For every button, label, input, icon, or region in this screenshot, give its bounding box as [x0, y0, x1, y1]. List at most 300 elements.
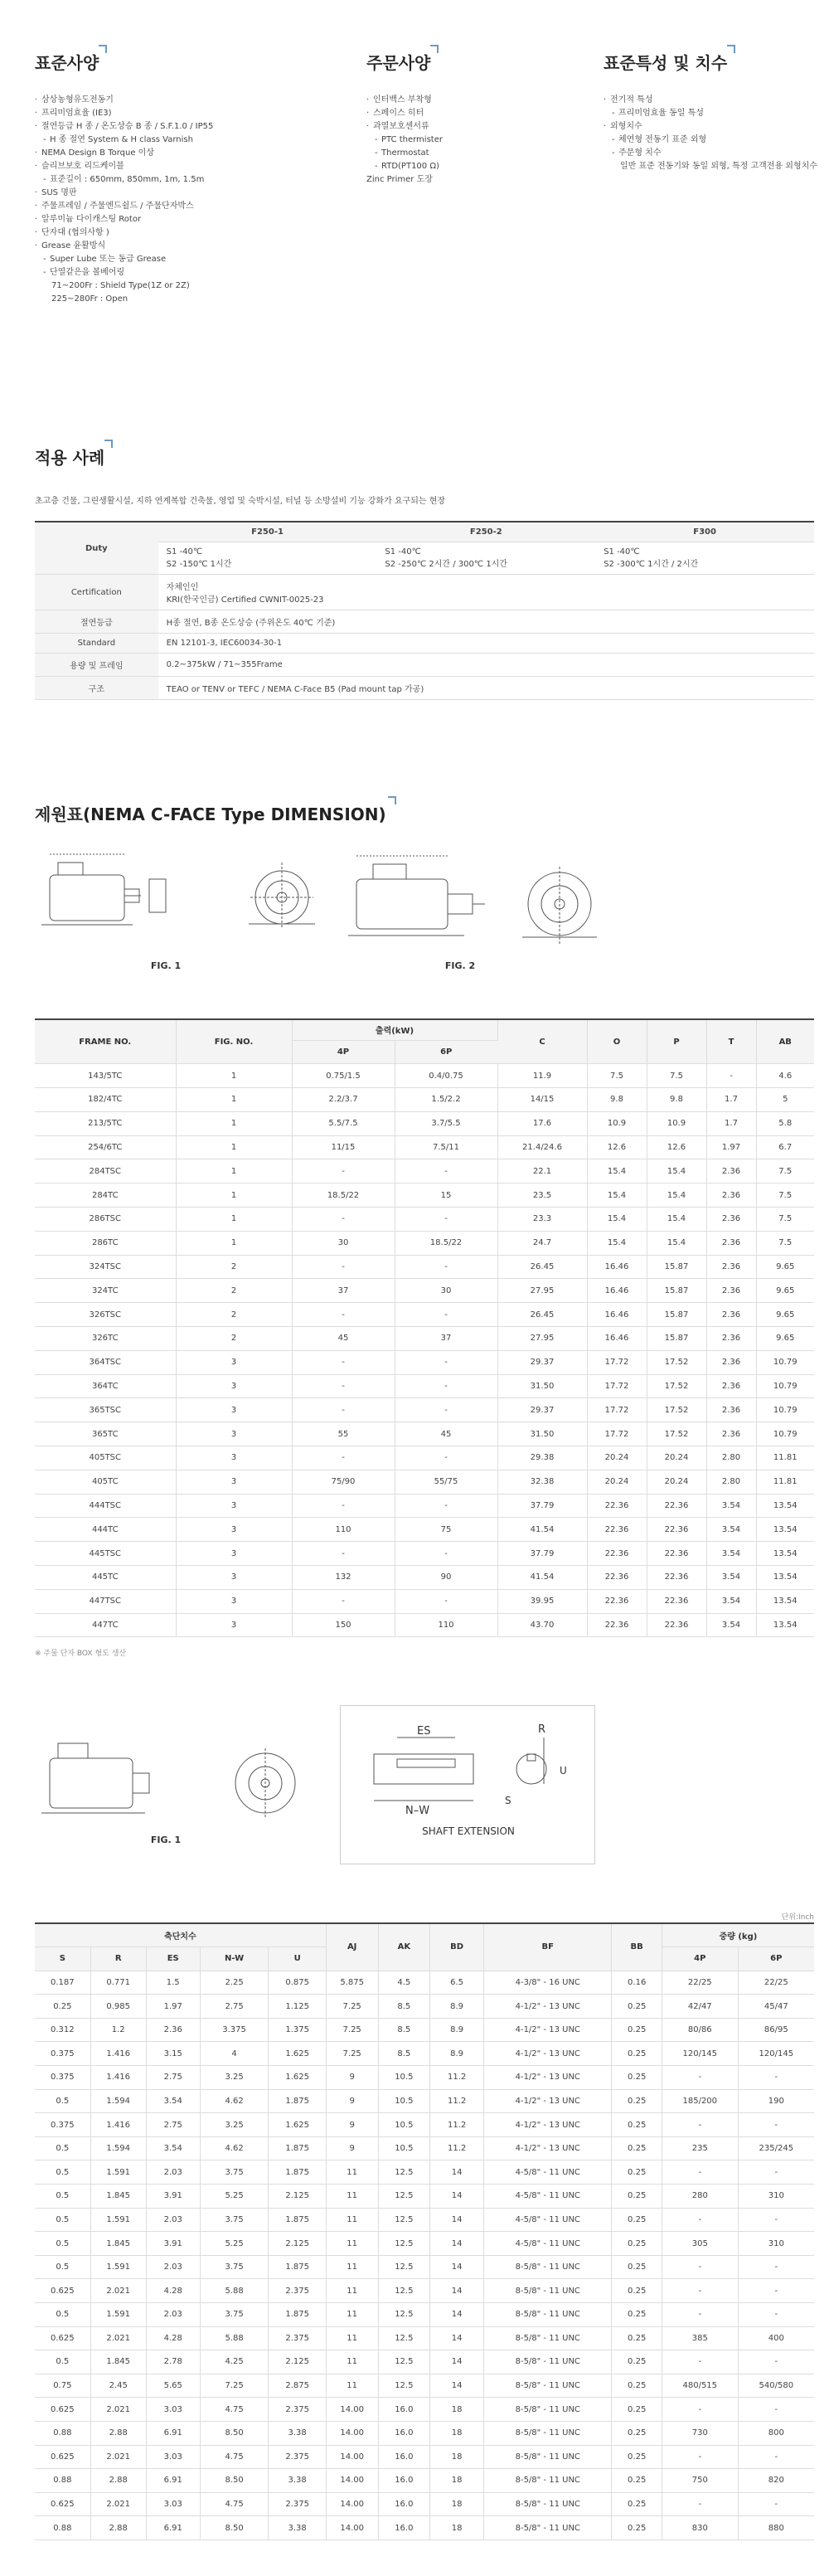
dimension-cell-o: 22.36	[587, 1542, 647, 1566]
shaft-cell-nw: 8.50	[200, 2469, 269, 2493]
dimension-cell-6p: -	[395, 1159, 497, 1184]
dimension-cell-p: 9.8	[647, 1088, 706, 1112]
character-spec-title: 표준특성 및 치수	[604, 50, 727, 74]
dimension-cell-4p: -	[292, 1542, 395, 1566]
dimension-cell-o: 10.9	[587, 1111, 647, 1135]
shaft-cell-nw: 5.25	[200, 2232, 269, 2256]
shaft-cell-w4p: 750	[662, 2469, 738, 2493]
structure-label: 구조	[35, 677, 158, 700]
dimension-cell-t: 2.36	[706, 1327, 756, 1351]
shaft-row	[35, 2232, 814, 2256]
col-weight-6p: 6P	[738, 1947, 814, 1971]
shaft-fig1-label: FIG. 1	[150, 1835, 182, 1845]
shaft-cell-nw: 3.375	[200, 2018, 269, 2042]
dimension-cell-fig: 3	[176, 1446, 292, 1470]
dimension-cell-fig: 3	[176, 1350, 292, 1374]
dimension-cell-o: 17.72	[587, 1422, 647, 1446]
col-nw: N-W	[200, 1947, 269, 1971]
shaft-cell-nw: 4.75	[200, 2445, 269, 2469]
shaft-cell-u: 2.125	[269, 2350, 326, 2374]
dimension-cell-ab: 10.79	[756, 1350, 814, 1374]
shaft-cell-bd: 8.9	[430, 1995, 484, 2019]
standard-spec-item: - H 종 절연 System & H class Varnish	[35, 134, 333, 147]
col-s: S	[35, 1947, 90, 1971]
dimension-cell-frame: 213/5TC	[35, 1111, 176, 1135]
shaft-cell-aj: 9	[326, 2136, 378, 2160]
shaft-cell-s: 0.375	[35, 2042, 90, 2066]
shaft-cell-u: 2.125	[269, 2185, 326, 2209]
dimension-cell-frame: 405TC	[35, 1470, 176, 1494]
shaft-cell-ak: 16.0	[378, 2445, 430, 2469]
shaft-cell-bf: 4-3/8" - 16 UNC	[484, 1971, 612, 1995]
order-spec-item: Zinc Primer 도장	[366, 175, 433, 184]
dimension-cell-t: 2.36	[706, 1303, 756, 1327]
shaft-cell-bd: 6.5	[430, 1971, 484, 1995]
order-spec-item: - Thermostat	[366, 147, 582, 160]
shaft-cell-nw: 7.25	[200, 2374, 269, 2398]
shaft-cell-w6p: 120/145	[738, 2042, 814, 2066]
dimension-cell-t: 2.36	[706, 1398, 756, 1422]
dimension-cell-4p: 2.2/3.7	[292, 1088, 395, 1112]
dimension-cell-p: 22.36	[647, 1613, 706, 1637]
application-title: 적용 사례	[35, 445, 104, 469]
shaft-row	[35, 2042, 814, 2066]
dimension-cell-p: 22.36	[647, 1566, 706, 1590]
dimension-cell-frame: 182/4TC	[35, 1088, 176, 1112]
character-spec-list	[604, 94, 819, 173]
shaft-cell-bd: 8.9	[430, 2018, 484, 2042]
dimension-cell-o: 20.24	[587, 1446, 647, 1470]
order-spec-item: · 인터백스 부착형	[366, 94, 582, 107]
shaft-cell-bf: 8-5/8" - 11 UNC	[484, 2421, 612, 2445]
shaft-cell-w4p: -	[662, 2445, 738, 2469]
dimension-cell-frame: 444TSC	[35, 1494, 176, 1518]
dimension-cell-p: 22.36	[647, 1494, 706, 1518]
shaft-row	[35, 1995, 814, 2019]
dimension-cell-o: 15.4	[587, 1231, 647, 1255]
shaft-cell-u: 1.875	[269, 2303, 326, 2327]
col-bf: BF	[484, 1923, 612, 1971]
shaft-cell-es: 1.5	[146, 1971, 200, 1995]
dimension-cell-p: 22.36	[647, 1542, 706, 1566]
shaft-cell-es: 5.65	[146, 2374, 200, 2398]
shaft-cell-r: 2.021	[90, 2398, 146, 2422]
shaft-cell-bb: 0.25	[612, 2208, 662, 2232]
dimension-cell-fig: 2	[176, 1303, 292, 1327]
shaft-cell-w6p: 800	[738, 2421, 814, 2445]
svg-text:R: R	[538, 1723, 546, 1736]
dimension-cell-p: 17.52	[647, 1374, 706, 1398]
shaft-cell-aj: 11	[326, 2255, 378, 2279]
dimension-cell-c: 21.4/24.6	[497, 1135, 587, 1159]
dimension-cell-c: 27.95	[497, 1327, 587, 1351]
dimension-cell-t: 2.36	[706, 1279, 756, 1303]
shaft-cell-u: 1.125	[269, 1995, 326, 2019]
dimension-cell-p: 15.4	[647, 1208, 706, 1232]
shaft-cell-s: 0.5	[35, 2350, 90, 2374]
dimension-cell-fig: 3	[176, 1494, 292, 1518]
dimension-cell-4p: -	[292, 1398, 395, 1422]
shaft-cell-s: 0.5	[35, 2208, 90, 2232]
shaft-cell-nw: 3.25	[200, 2113, 269, 2137]
shaft-cell-nw: 2.25	[200, 1971, 269, 1995]
col-6p: 6P	[395, 1040, 497, 1064]
dimension-cell-6p: -	[395, 1542, 497, 1566]
shaft-cell-bb: 0.25	[612, 2042, 662, 2066]
dimension-cell-ab: 10.79	[756, 1398, 814, 1422]
shaft-cell-ak: 16.0	[378, 2469, 430, 2493]
shaft-cell-nw: 4	[200, 2042, 269, 2066]
shaft-cell-r: 2.021	[90, 2279, 146, 2303]
dimension-cell-o: 15.4	[587, 1159, 647, 1184]
shaft-cell-es: 2.75	[146, 2066, 200, 2090]
dimension-cell-p: 15.87	[647, 1279, 706, 1303]
shaft-cell-r: 1.594	[90, 2089, 146, 2113]
dimension-cell-ab: 13.54	[756, 1518, 814, 1542]
shaft-cell-bf: 4-1/2" - 13 UNC	[484, 2113, 612, 2137]
dimension-cell-fig: 3	[176, 1518, 292, 1542]
shaft-row	[35, 2279, 814, 2303]
shaft-cell-bf: 4-5/8" - 11 UNC	[484, 2160, 612, 2185]
shaft-cell-r: 1.845	[90, 2232, 146, 2256]
shaft-cell-nw: 3.75	[200, 2255, 269, 2279]
col-t: T	[706, 1019, 756, 1064]
dimension-cell-ab: 13.54	[756, 1613, 814, 1637]
shaft-cell-bb: 0.25	[612, 2089, 662, 2113]
dimension-cell-4p: -	[292, 1446, 395, 1470]
dimension-cell-p: 10.9	[647, 1111, 706, 1135]
shaft-row	[35, 2374, 814, 2398]
dimension-cell-6p: -	[395, 1350, 497, 1374]
dimension-cell-4p: -	[292, 1303, 395, 1327]
shaft-row	[35, 2326, 814, 2350]
shaft-cell-es: 3.91	[146, 2232, 200, 2256]
col-u: U	[269, 1947, 326, 1971]
dimension-cell-c: 22.1	[497, 1159, 587, 1184]
dimension-cell-ab: 7.5	[756, 1208, 814, 1232]
shaft-cell-r: 2.45	[90, 2374, 146, 2398]
duty-f300: S1 -40℃ S2 -300℃ 1시간 / 2시간	[595, 542, 814, 575]
shaft-cell-bd: 18	[430, 2492, 484, 2516]
shaft-cell-es: 3.03	[146, 2445, 200, 2469]
dimension-row	[35, 1279, 814, 1303]
shaft-cell-s: 0.5	[35, 2160, 90, 2185]
dimension-cell-o: 7.5	[587, 1064, 647, 1088]
shaft-cell-w4p: -	[662, 2160, 738, 2185]
shaft-cell-u: 1.625	[269, 2042, 326, 2066]
dimension-cell-fig: 1	[176, 1208, 292, 1232]
svg-text:U: U	[560, 1765, 567, 1776]
shaft-cell-r: 1.591	[90, 2160, 146, 2185]
dimension-cell-frame: 405TSC	[35, 1446, 176, 1470]
dimension-cell-6p: 7.5/11	[395, 1135, 497, 1159]
shaft-row	[35, 2113, 814, 2137]
shaft-cell-es: 3.03	[146, 2492, 200, 2516]
shaft-cell-w4p: 80/86	[662, 2018, 738, 2042]
dimension-cell-4p: -	[292, 1589, 395, 1613]
shaft-cell-es: 3.54	[146, 2089, 200, 2113]
shaft-cell-w6p: 22/25	[738, 1971, 814, 1995]
dimension-cell-c: 43.70	[497, 1613, 587, 1637]
dimension-cell-ab: 13.54	[756, 1542, 814, 1566]
shaft-cell-aj: 9	[326, 2066, 378, 2090]
dimension-cell-c: 32.38	[497, 1470, 587, 1494]
dimension-cell-c: 24.7	[497, 1231, 587, 1255]
shaft-cell-w4p: 830	[662, 2516, 738, 2540]
shaft-cell-aj: 11	[326, 2350, 378, 2374]
dimension-cell-6p: 30	[395, 1279, 497, 1303]
shaft-cell-aj: 7.25	[326, 2018, 378, 2042]
shaft-cell-w4p: 42/47	[662, 1995, 738, 2019]
standard-spec-item: · 절연등급 H 종 / 온도상승 B 종 / S.F.1.0 / IP55	[35, 120, 333, 134]
shaft-cell-aj: 7.25	[326, 1995, 378, 2019]
dimension-cell-4p: 55	[292, 1422, 395, 1446]
shaft-cell-es: 2.78	[146, 2350, 200, 2374]
shaft-cell-aj: 14.00	[326, 2445, 378, 2469]
dimension-cell-6p: -	[395, 1374, 497, 1398]
dimension-cell-fig: 3	[176, 1566, 292, 1590]
shaft-cell-r: 1.845	[90, 2350, 146, 2374]
dimension-cell-ab: 9.65	[756, 1279, 814, 1303]
dimension-cell-ab: 9.65	[756, 1327, 814, 1351]
dimension-section-title: 제원표(NEMA C-FACE Type DIMENSION)	[35, 801, 386, 825]
dimension-cell-c: 37.79	[497, 1542, 587, 1566]
dimension-cell-fig: 3	[176, 1374, 292, 1398]
shaft-cell-bd: 18	[430, 2445, 484, 2469]
shaft-cell-w6p: -	[738, 2492, 814, 2516]
shaft-cell-bd: 14	[430, 2255, 484, 2279]
shaft-row	[35, 2516, 814, 2540]
shaft-cell-ak: 12.5	[378, 2185, 430, 2209]
dimension-cell-ab: 11.81	[756, 1470, 814, 1494]
shaft-cell-es: 3.91	[146, 2185, 200, 2209]
shaft-cell-u: 1.875	[269, 2208, 326, 2232]
shaft-cell-aj: 9	[326, 2089, 378, 2113]
shaft-cell-es: 3.15	[146, 2042, 200, 2066]
shaft-cell-nw: 8.50	[200, 2516, 269, 2540]
col-ab: AB	[756, 1019, 814, 1064]
application-intro: 초고층 건물, 그린생활시설, 지하 연계복합 건축물, 영업 및 숙박시설, 터널 등 소방설비 기능 강화가 요구되는 현장	[35, 497, 446, 506]
order-spec-title: 주문사양	[366, 50, 430, 74]
col-es: ES	[146, 1947, 200, 1971]
dimension-cell-o: 16.46	[587, 1327, 647, 1351]
shaft-cell-w4p: -	[662, 2303, 738, 2327]
shaft-row	[35, 2136, 814, 2160]
shaft-cell-bb: 0.25	[612, 2136, 662, 2160]
standard-label: Standard	[35, 634, 158, 654]
shaft-cell-w6p: 310	[738, 2185, 814, 2209]
dimension-cell-fig: 1	[176, 1135, 292, 1159]
shaft-cell-bd: 18	[430, 2398, 484, 2422]
shaft-cell-w6p: 310	[738, 2232, 814, 2256]
dimension-cell-p: 15.4	[647, 1159, 706, 1184]
shaft-cell-nw: 3.75	[200, 2208, 269, 2232]
shaft-cell-ak: 12.5	[378, 2255, 430, 2279]
shaft-cell-aj: 14.00	[326, 2516, 378, 2540]
shaft-cell-bb: 0.25	[612, 2350, 662, 2374]
shaft-cell-bf: 4-1/2" - 13 UNC	[484, 2136, 612, 2160]
dimension-cell-ab: 7.5	[756, 1159, 814, 1184]
dimension-cell-t: 1.7	[706, 1088, 756, 1112]
shaft-cell-ak: 16.0	[378, 2398, 430, 2422]
order-spec-item: · 스페이스 히터	[366, 107, 582, 120]
dimension-cell-6p: -	[395, 1255, 497, 1279]
application-table	[35, 521, 814, 700]
dimension-cell-frame: 365TC	[35, 1422, 176, 1446]
col-c: C	[497, 1019, 587, 1064]
shaft-cell-u: 1.875	[269, 2255, 326, 2279]
dimension-cell-p: 15.4	[647, 1184, 706, 1208]
shaft-cell-bf: 4-5/8" - 11 UNC	[484, 2208, 612, 2232]
dimension-cell-6p: 55/75	[395, 1470, 497, 1494]
shaft-cell-bd: 14	[430, 2303, 484, 2327]
model-f250-2: F250-2	[376, 522, 595, 542]
dimension-cell-t: 2.80	[706, 1446, 756, 1470]
character-spec-section	[604, 50, 819, 173]
dimension-cell-o: 17.72	[587, 1350, 647, 1374]
dimension-row	[35, 1111, 814, 1135]
shaft-cell-r: 1.591	[90, 2303, 146, 2327]
dimension-cell-p: 7.5	[647, 1064, 706, 1088]
shaft-cell-bf: 4-5/8" - 11 UNC	[484, 2185, 612, 2209]
dimension-cell-6p: 3.7/5.5	[395, 1111, 497, 1135]
fig2-motor-drawing	[340, 846, 613, 954]
shaft-cell-nw: 3.75	[200, 2160, 269, 2185]
shaft-cell-aj: 7.25	[326, 2042, 378, 2066]
dimension-cell-fig: 1	[176, 1159, 292, 1184]
dimension-cell-frame: 324TC	[35, 1279, 176, 1303]
shaft-table	[35, 1922, 814, 2540]
shaft-cell-bb: 0.25	[612, 2374, 662, 2398]
dimension-cell-t: 2.36	[706, 1231, 756, 1255]
character-spec-item: 일반 표준 전동기와 동일 외형, 특정 고객전용 외형치수	[620, 162, 817, 171]
dimension-cell-t: 2.36	[706, 1422, 756, 1446]
shaft-cell-bb: 0.25	[612, 2160, 662, 2185]
dimension-cell-frame: 364TC	[35, 1374, 176, 1398]
dimension-cell-frame: 284TSC	[35, 1159, 176, 1184]
shaft-cell-u: 3.38	[269, 2469, 326, 2493]
dimension-cell-ab: 6.7	[756, 1135, 814, 1159]
shaft-cell-s: 0.88	[35, 2421, 90, 2445]
shaft-cell-nw: 8.50	[200, 2421, 269, 2445]
shaft-cell-es: 6.91	[146, 2469, 200, 2493]
shaft-cell-w4p: -	[662, 2255, 738, 2279]
dimension-cell-o: 22.36	[587, 1494, 647, 1518]
shaft-cell-w6p: 45/47	[738, 1995, 814, 2019]
dimension-cell-p: 22.36	[647, 1589, 706, 1613]
dimension-row	[35, 1255, 814, 1279]
character-spec-item: - 체연형 전동기 표준 외형	[604, 134, 819, 147]
shaft-cell-s: 0.312	[35, 2018, 90, 2042]
shaft-cell-ak: 16.0	[378, 2421, 430, 2445]
shaft-cell-bf: 4-1/2" - 13 UNC	[484, 2089, 612, 2113]
shaft-cell-nw: 4.75	[200, 2398, 269, 2422]
dimension-cell-4p: -	[292, 1208, 395, 1232]
shaft-cell-r: 1.845	[90, 2185, 146, 2209]
dimension-cell-o: 20.24	[587, 1470, 647, 1494]
shaft-cell-w4p: -	[662, 2492, 738, 2516]
shaft-cell-w6p: -	[738, 2113, 814, 2137]
application-section	[35, 445, 814, 700]
shaft-cell-bf: 4-1/2" - 13 UNC	[484, 1995, 612, 2019]
shaft-cell-nw: 5.25	[200, 2185, 269, 2209]
shaft-cell-aj: 14.00	[326, 2492, 378, 2516]
dimension-row	[35, 1208, 814, 1232]
shaft-cell-u: 1.875	[269, 2136, 326, 2160]
shaft-cell-s: 0.625	[35, 2279, 90, 2303]
shaft-cell-bf: 8-5/8" - 11 UNC	[484, 2326, 612, 2350]
dimension-row	[35, 1064, 814, 1088]
dimension-cell-ab: 5	[756, 1088, 814, 1112]
shaft-cell-bf: 4-5/8" - 11 UNC	[484, 2232, 612, 2256]
shaft-cell-w4p: 280	[662, 2185, 738, 2209]
shaft-cell-bb: 0.16	[612, 1971, 662, 1995]
col-fig: FIG. NO.	[176, 1019, 292, 1064]
shaft-extension-label: SHAFT EXTENSION	[422, 1825, 515, 1837]
shaft-cell-u: 3.38	[269, 2516, 326, 2540]
shaft-cell-s: 0.5	[35, 2185, 90, 2209]
dimension-cell-6p: 90	[395, 1566, 497, 1590]
dimension-cell-6p: -	[395, 1494, 497, 1518]
shaft-cell-r: 1.416	[90, 2042, 146, 2066]
shaft-cell-es: 3.54	[146, 2136, 200, 2160]
shaft-cell-es: 2.03	[146, 2208, 200, 2232]
dimension-cell-frame: 284TC	[35, 1184, 176, 1208]
capacity-label: 용량 및 프레임	[35, 654, 158, 677]
col-weight-4p: 4P	[662, 1947, 738, 1971]
col-r: R	[90, 1947, 146, 1971]
shaft-cell-s: 0.187	[35, 1971, 90, 1995]
shaft-cell-ak: 8.5	[378, 2018, 430, 2042]
dimension-cell-frame: 326TC	[35, 1327, 176, 1351]
shaft-cell-r: 0.771	[90, 1971, 146, 1995]
dimension-cell-fig: 1	[176, 1064, 292, 1088]
dimension-cell-c: 27.95	[497, 1279, 587, 1303]
shaft-cell-r: 2.88	[90, 2469, 146, 2493]
shaft-cell-bf: 4-1/2" - 13 UNC	[484, 2042, 612, 2066]
standard-spec-item: - 단열같은을 볼베어링	[35, 266, 333, 279]
dimension-cell-frame: 444TC	[35, 1518, 176, 1542]
shaft-cell-es: 4.28	[146, 2326, 200, 2350]
dimension-cell-frame: 447TSC	[35, 1589, 176, 1613]
dimension-cell-fig: 2	[176, 1327, 292, 1351]
dimension-cell-p: 20.24	[647, 1470, 706, 1494]
shaft-cell-nw: 3.25	[200, 2066, 269, 2090]
dimension-cell-ab: 5.8	[756, 1111, 814, 1135]
shaft-cell-r: 1.2	[90, 2018, 146, 2042]
dimension-cell-frame: 286TC	[35, 1231, 176, 1255]
character-spec-item: - 프리미엄효율 동일 특성	[604, 107, 819, 120]
dimension-cell-6p: -	[395, 1398, 497, 1422]
shaft-cell-w4p: -	[662, 2113, 738, 2137]
shaft-cell-w4p: 120/145	[662, 2042, 738, 2066]
dimension-cell-o: 16.46	[587, 1303, 647, 1327]
order-spec-item: - PTC thermister	[366, 134, 582, 147]
dimension-row	[35, 1422, 814, 1446]
dimension-cell-6p: 0.4/0.75	[395, 1064, 497, 1088]
shaft-cell-w4p: 730	[662, 2421, 738, 2445]
shaft-row	[35, 2066, 814, 2090]
col-bb: BB	[612, 1923, 662, 1971]
shaft-cell-ak: 12.5	[378, 2232, 430, 2256]
shaft-cell-r: 0.985	[90, 1995, 146, 2019]
shaft-cell-es: 2.75	[146, 2113, 200, 2137]
shaft-cell-aj: 5.875	[326, 1971, 378, 1995]
shaft-cell-bf: 4-1/2" - 13 UNC	[484, 2066, 612, 2090]
dimension-cell-frame: 364TSC	[35, 1350, 176, 1374]
standard-value: EN 12101-3, IEC60034-30-1	[158, 634, 814, 654]
shaft-cell-s: 0.625	[35, 2445, 90, 2469]
